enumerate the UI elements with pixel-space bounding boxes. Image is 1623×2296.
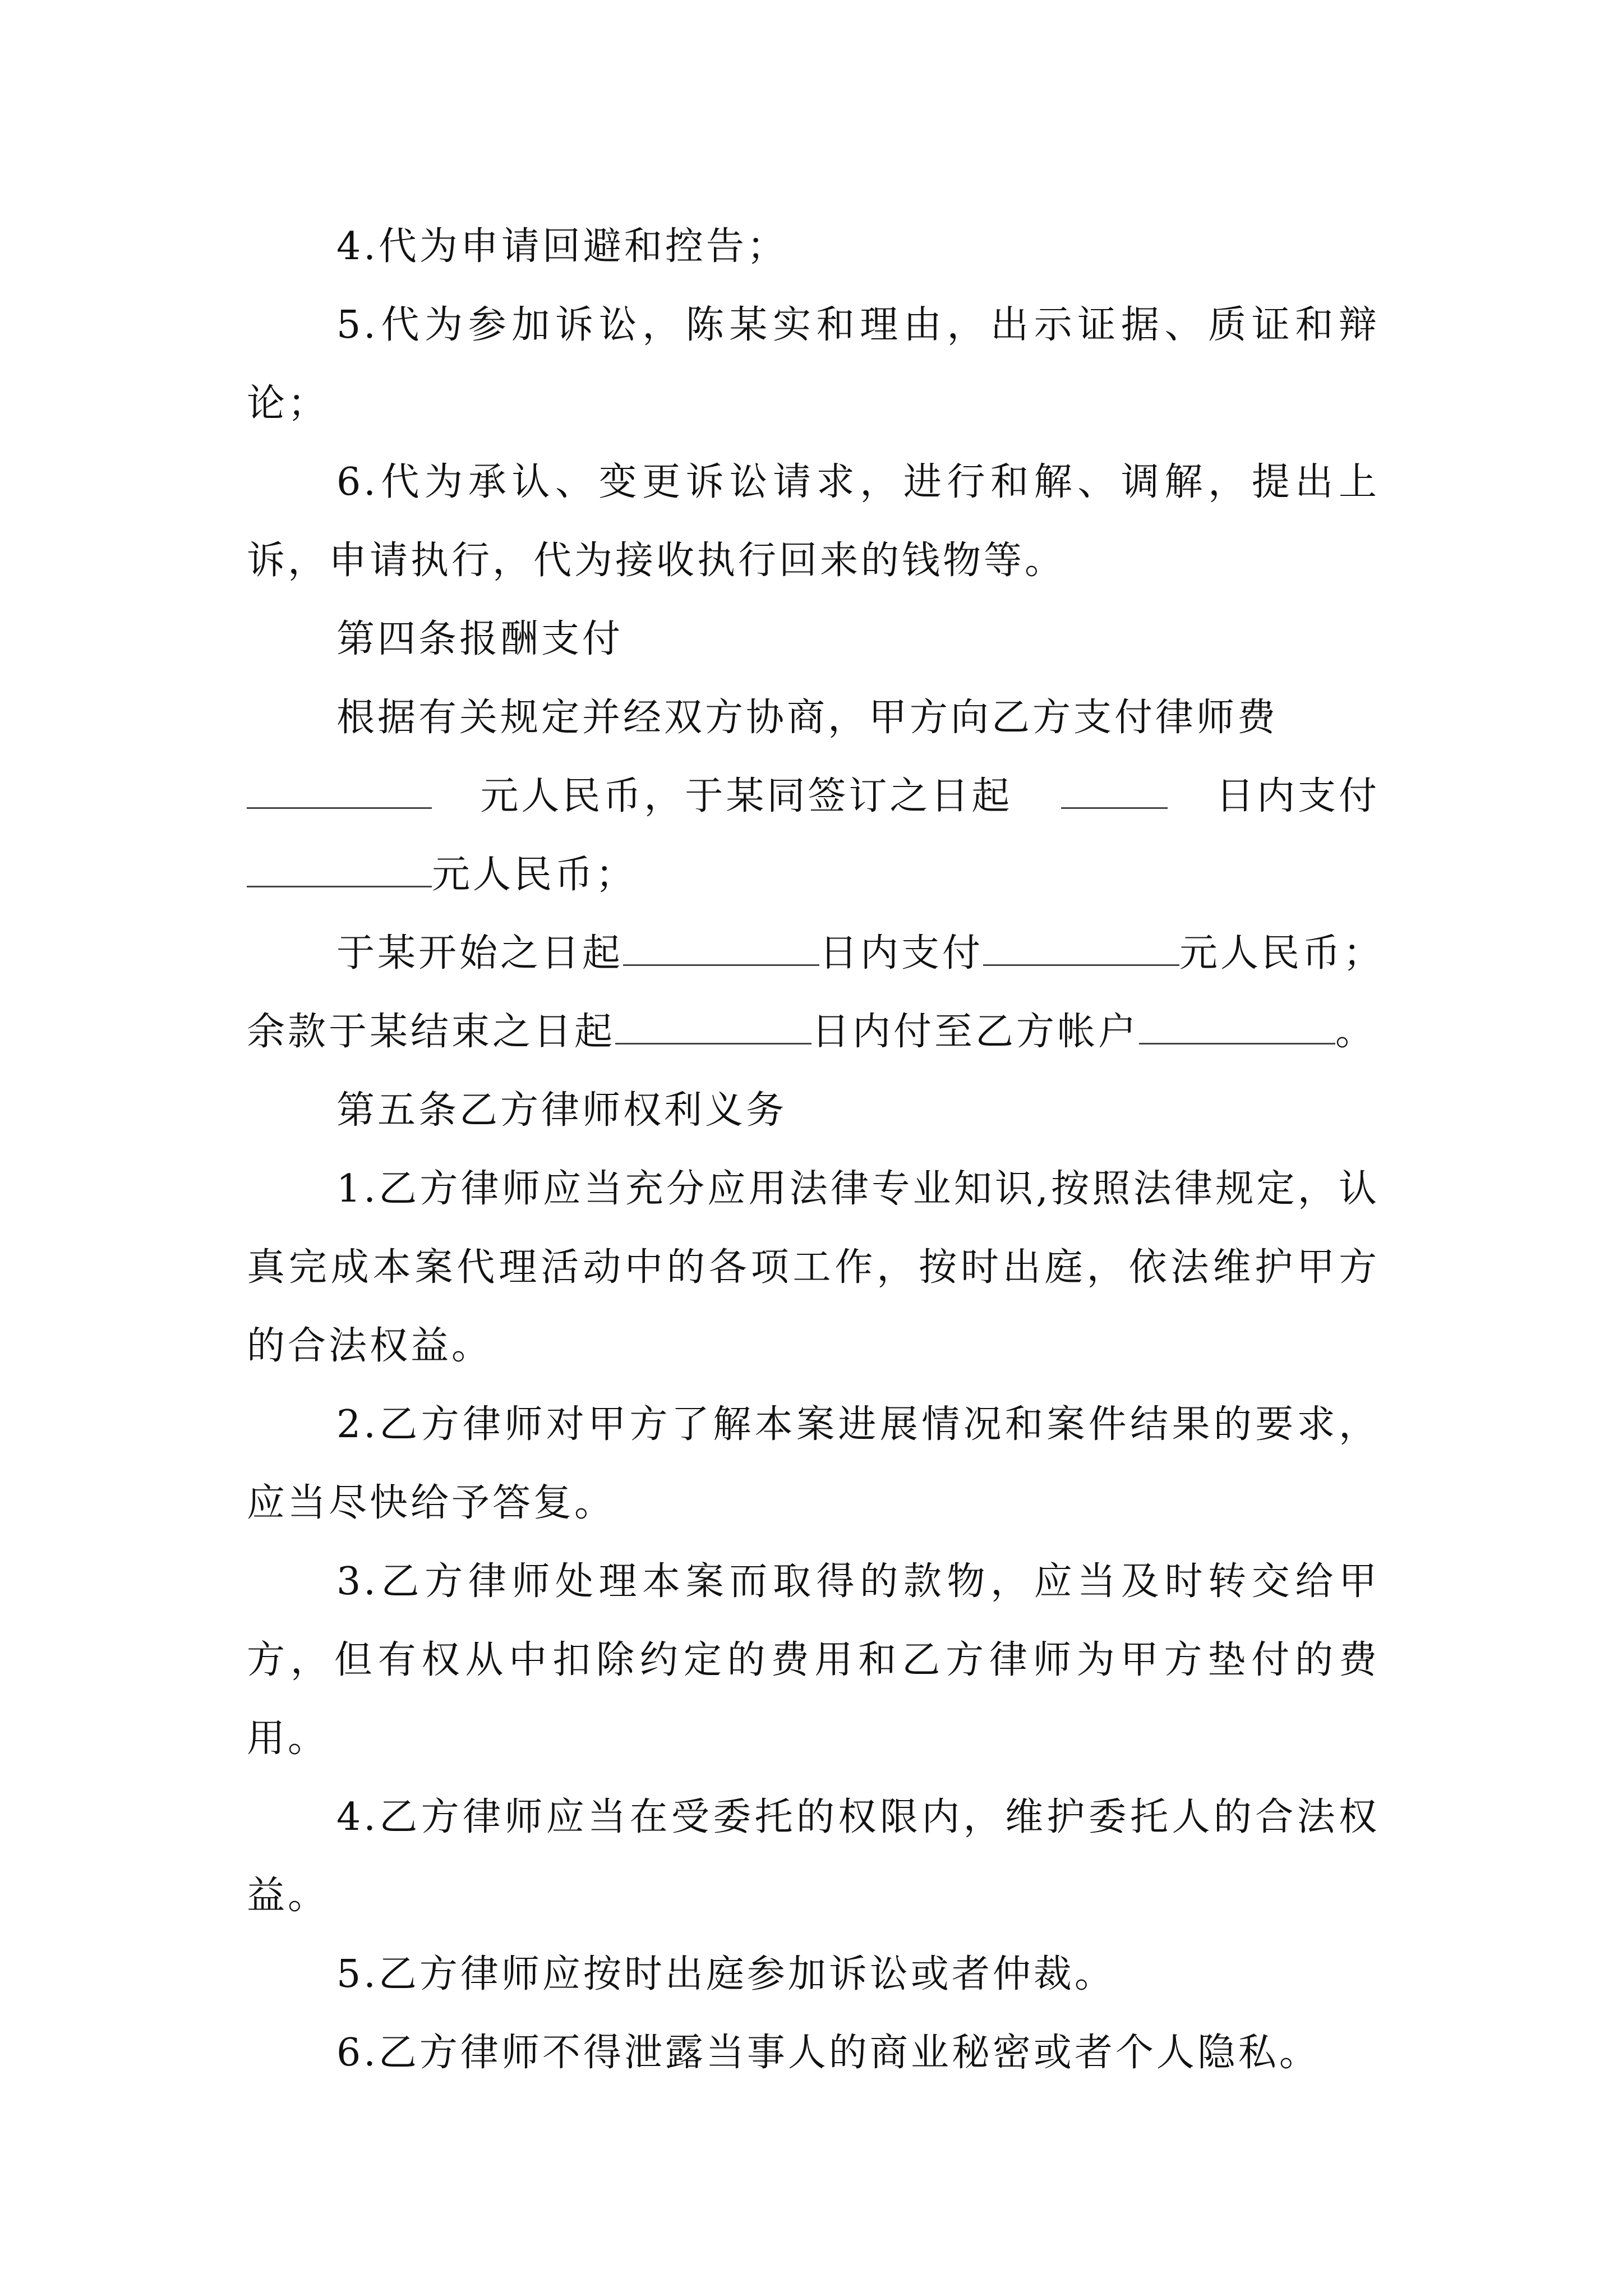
fee-line-4-text-c: 元人民币；	[1179, 931, 1385, 976]
article-5-item-6: 6.乙方律师不得泄露当事人的商业秘密或者个人隐私。	[336, 2031, 1320, 2075]
clause-4: 4.代为申请回避和控告；	[336, 224, 788, 269]
account-blank	[1139, 1010, 1335, 1045]
fee-line-4-text-a: 于某开始之日起	[336, 931, 624, 976]
fee-line-2	[247, 757, 1380, 836]
fee-amount-blank	[247, 775, 432, 809]
article-5-item-1: 1.乙方律师应当充分应用法律专业知识,按照法律规定，认真完成本案代理活动中的各项工作，按时出庭，依法维护甲方的合法权益。	[247, 1167, 1380, 1368]
fee-line-5-text-b: 日内付至乙方帐户	[811, 1010, 1140, 1054]
clause-6: 6.代为承认、变更诉讼请求，进行和解、调解，提出上诉，申请执行，代为接收执行回来的钱物等。	[247, 460, 1380, 583]
fee-line-3	[247, 836, 1380, 914]
fee-line-5-text-a: 余款于某结束之日起	[247, 1010, 616, 1054]
clause-5: 5.代为参加诉讼，陈某实和理由，出示证据、质证和辩论；	[247, 303, 1380, 426]
article-5-item-2: 2.乙方律师对甲方了解本案进展情况和案件结果的要求，应当尽快给予答复。	[247, 1402, 1380, 1525]
article-5-item-5: 5.乙方律师应按时出庭参加诉讼或者仲裁。	[336, 1952, 1115, 1996]
fee-line-3-text: 元人民币；	[432, 853, 637, 897]
end-days-blank	[615, 1010, 811, 1045]
fee-line-2-text-b: 日内支付	[1215, 774, 1380, 818]
fee-line-5-text-c: 。	[1335, 1010, 1377, 1054]
article-5-item-4: 4.乙方律师应当在受委托的权限内，维护委托人的合法权益。	[247, 1795, 1380, 1918]
fee-line-4	[247, 914, 1385, 993]
start-days-blank	[623, 932, 819, 966]
document-body	[247, 208, 1385, 2092]
fee-section	[247, 679, 1385, 1071]
second-payment-blank	[983, 932, 1179, 966]
fee-line-5	[247, 993, 1380, 1071]
article-5-title: 第五条乙方律师权利义务	[336, 1088, 787, 1133]
fee-line-1: 根据有关规定并经双方协商，甲方向乙方支付律师费	[336, 696, 1279, 740]
article-4-title: 第四条报酬支付	[336, 617, 624, 661]
fee-line-4-text-b: 日内支付	[819, 931, 984, 976]
fee-line-2-text-a: 元人民币，于某同签订之日起	[480, 774, 1013, 818]
fee-days-blank	[1061, 775, 1168, 809]
first-payment-blank	[247, 853, 432, 887]
article-5-item-3: 3.乙方律师处理本案而取得的款物，应当及时转交给甲方，但有权从中扣除约定的费用和乙方律师为甲方垫付的费用。	[247, 1559, 1380, 1761]
